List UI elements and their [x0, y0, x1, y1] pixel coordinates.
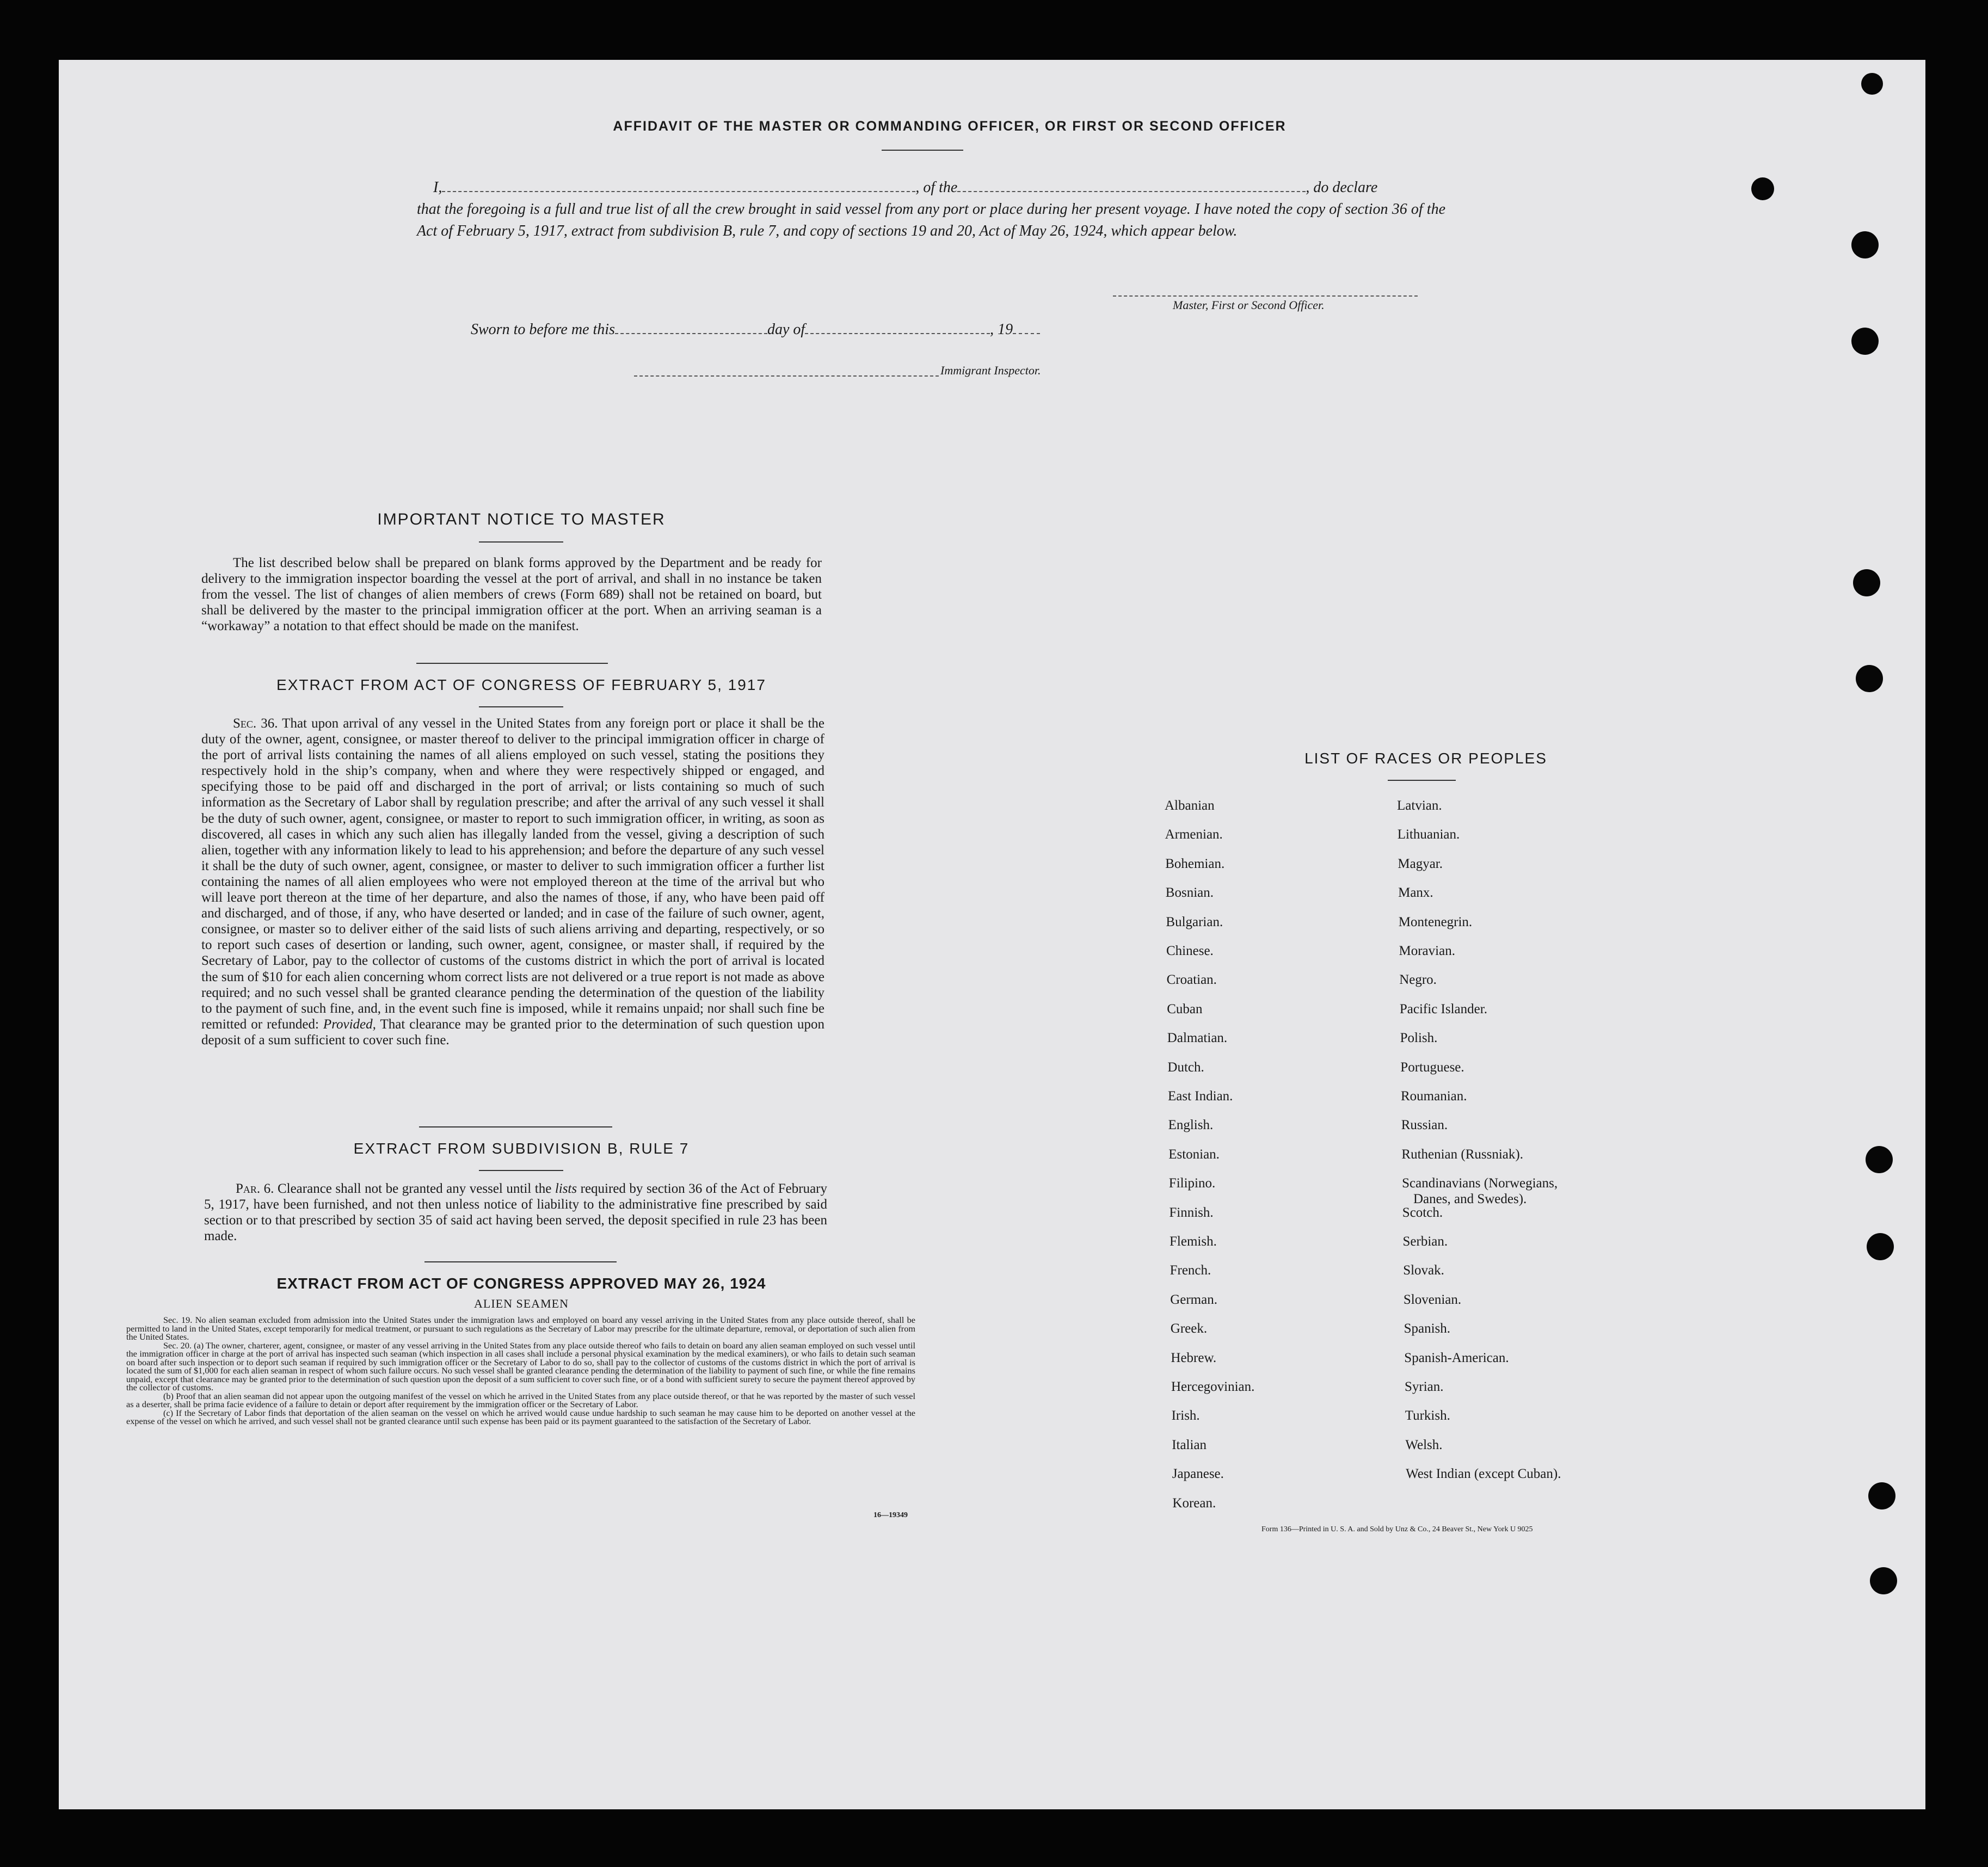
race-item: Negro.: [1399, 972, 1437, 988]
binder-hole: [1853, 569, 1880, 596]
inspector-caption: Immigrant Inspector.: [940, 363, 1041, 377]
race-item: Russian.: [1401, 1118, 1448, 1133]
race-item: Moravian.: [1399, 944, 1455, 958]
race-item: Ruthenian (Russniak).: [1401, 1147, 1523, 1162]
divider: [424, 1261, 617, 1262]
race-item: Scotch.: [1402, 1205, 1443, 1220]
binder-hole: [1851, 328, 1879, 355]
binder-hole: [1751, 177, 1774, 200]
alien-seamen-subheading: ALIEN SEAMEN: [474, 1297, 569, 1310]
race-item: Dutch.: [1167, 1059, 1204, 1075]
race-item: Latvian.: [1397, 798, 1442, 813]
binder-hole: [1861, 73, 1883, 95]
affidavit-heading: AFFIDAVIT OF THE MASTER OR COMMANDING OFFICER, OR FIRST OR SECOND OFFICER: [613, 119, 1287, 134]
affidavit-declaration: [417, 177, 1445, 242]
race-item: Portuguese.: [1400, 1059, 1464, 1075]
of-the-label: , of the: [915, 179, 958, 196]
binder-hole: [1866, 1146, 1893, 1173]
extract-1917-body: [201, 716, 824, 1048]
vessel-name-field[interactable]: [957, 181, 1306, 192]
race-item: Filipino.: [1168, 1176, 1216, 1191]
race-item: Estonian.: [1168, 1147, 1220, 1162]
declaration-line: [417, 177, 1445, 199]
master-signature-caption: Master, First or Second Officer.: [1173, 298, 1325, 312]
race-item: Italian: [1172, 1437, 1207, 1452]
master-signature-line[interactable]: [1113, 286, 1418, 297]
race-item: Flemish.: [1170, 1234, 1217, 1249]
race-item: Lithuanian.: [1397, 827, 1460, 842]
extract-1924-heading: EXTRACT FROM ACT OF CONGRESS APPROVED MAY 26, 1924: [276, 1275, 766, 1292]
par-6-text-cont: required by section 36 of the Act of February 5, 1917, have been furnished, and not then unless notice of liability to the administrative fine prescribed by said section or to that prescribed by section 35 of said act having been served, the deposit specified in rule 23 has been made.: [204, 1181, 827, 1243]
year-label: , 19: [990, 321, 1013, 338]
day-of-label: day of: [767, 321, 805, 338]
race-item: Polish.: [1400, 1031, 1438, 1046]
do-declare-label: , do declare: [1306, 179, 1378, 196]
race-item: Serbian.: [1402, 1234, 1448, 1249]
inspector-signature-line[interactable]: [634, 366, 939, 377]
race-item: Chinese.: [1166, 944, 1214, 958]
declarant-label: I,: [433, 179, 442, 196]
sworn-year-field[interactable]: [1013, 323, 1040, 334]
races-heading: LIST OF RACES OR PEOPLES: [1304, 750, 1547, 767]
binder-hole: [1851, 231, 1879, 258]
declarant-name-field[interactable]: [442, 181, 915, 192]
form-code: 16—19349: [873, 1511, 908, 1519]
race-item: Hercegovinian.: [1171, 1379, 1255, 1394]
race-item: Hebrew.: [1171, 1350, 1217, 1365]
sworn-month-field[interactable]: [805, 323, 990, 334]
divider: [479, 706, 563, 707]
par-6-text: Clearance shall not be granted any vessel until the: [277, 1181, 552, 1196]
race-item: East Indian.: [1168, 1089, 1233, 1104]
race-item: Roumanian.: [1401, 1089, 1467, 1104]
race-item: Bohemian.: [1165, 856, 1225, 871]
race-item: Croatian.: [1166, 972, 1217, 988]
race-item: Pacific Islander.: [1399, 1001, 1487, 1016]
section-20c: (c) If the Secretary of Labor finds that deportation of the alien seaman on the vessel on which he arrived would cause undue hardship to such seaman he may cause him to be deported on another vessel at the expense of the vessel on which he arrived, and such vessel shall not be granted clearance until such expense has been paid or its payment guaranteed to the satisfaction of the Secretary of Labor.: [126, 1407, 915, 1426]
race-item: Slovenian.: [1403, 1292, 1462, 1307]
extract-rule7-heading: EXTRACT FROM SUBDIVISION B, RULE 7: [353, 1140, 690, 1157]
section-36-proviso: That clearance may be granted prior to the determination of such question upon deposit of a sum sufficient to cover such fine.: [201, 1016, 824, 1048]
extract-1924-body: [126, 1316, 915, 1426]
race-item: Cuban: [1167, 1001, 1203, 1016]
race-item: Spanish-American.: [1404, 1350, 1509, 1365]
section-19: Sec. 19. No alien seaman excluded from admission into the United States under the immigration laws and employed on board any vessel arriving in the United States from any place outside thereof, shall be permitted to land in the United States, except temporarily for medical treatment, or pursuant to such regulations as the Secretary of Labor may prescribe for the ultimate departure, removal, or deportation of such alien from the United States.: [126, 1315, 915, 1342]
par-6-label: Par. 6.: [236, 1181, 274, 1196]
extract-1917-heading: EXTRACT FROM ACT OF CONGRESS OF FEBRUARY 5, 1917: [276, 676, 766, 693]
section-36-text: That upon arrival of any vessel in the United States from any foreign port or place it shall be the duty of the owner, agent, consignee, or master thereof to deliver to the principal immigration officer in charge of the port of arrival lists containing the names of all aliens employed on such vessel, stating the positions they respectively hold in the ship’s company, when and where they were respectively shipped or engaged, and specifying those to be paid off and discharged in the port of arrival; or lists containing so much of such information as the Secretary of Labor shall by regulation prescribe; and after the arrival of any such vessel it shall be the duty of such owner, agent, consignee, or master to report to such immigration officer, in writing, as soon as discovered, all cases in which any such alien has illegally landed from the vessel, giving a description of such alien, together with any information likely to lead to his apprehension; and before the departure of any such vessel it shall be the duty of such owner, agent, consignee, or master to deliver to such immigration officer a further list containing the names of all alien employees who were not employed thereon at the time of the arrival but who will leave port thereon at the time of her departure, and also the names of those, if any, who have been paid off and discharged, and of those, if any, who have deserted or landed; and in case of the failure of such owner, agent, consignee, or master so to deliver either of the said lists of such aliens arriving and departing, respectively, or so to report such cases of desertion or landing, such owner, agent, consignee, or master shall, if required by the Secretary of Labor, pay to the collector of customs of the customs district in which the port of arrival is located the sum of $10 for each alien concerning whom correct lists are not delivered or a true report is not made as above required; and no such vessel shall be granted clearance pending the determination of the question of the liability to the payment of such fine, and, in the event such fine is imposed, while it remains unpaid; nor shall such fine be remitted or refunded:: [201, 716, 824, 1032]
section-20b: (b) Proof that an alien seaman did not appear upon the outgoing manifest of the vessel on which he arrived in the United States from any place outside thereof, or that he was reported by the master of such vessel as a deserter, shall be prima facie evidence of a failure to detain or deport after requirement by the immigration officer or the Secretary of Labor.: [126, 1390, 915, 1409]
divider: [416, 663, 608, 664]
race-item: West Indian (except Cuban).: [1406, 1467, 1561, 1482]
race-item: Magyar.: [1398, 856, 1443, 871]
race-item: Korean.: [1172, 1495, 1216, 1511]
divider: [479, 1170, 563, 1171]
race-item: Irish.: [1171, 1408, 1200, 1424]
race-item: Japanese.: [1172, 1467, 1224, 1482]
race-item: Bulgarian.: [1166, 914, 1223, 929]
race-item: Finnish.: [1169, 1205, 1214, 1220]
divider: [419, 1126, 612, 1127]
sworn-line: [471, 321, 1040, 338]
declaration-body: that the foregoing is a full and true list of all the crew brought in said vessel from any port or place during her present voyage. I have noted the copy of section 36 of the Act of February 5, 1917, extract from subdivision B, rule 7, and copy of sections 19 and 20, Act of May 26, 1924, which appear below.: [417, 201, 1445, 239]
section-36-label: Sec. 36.: [233, 716, 278, 731]
race-item: Armenian.: [1165, 827, 1223, 842]
divider: [479, 541, 563, 543]
race-item: Greek.: [1170, 1321, 1208, 1336]
notice-body: The list described below shall be prepared on blank forms approved by the Department and be ready for delivery to the immigration inspector boarding the vessel at the port of arrival, and shall in no instance be taken from the vessel. The list of changes of alien members of crews (Form 689) shall not be retained on board, but shall be delivered by the master to the principal immigration officer at the port. When an arriving seaman is a “workaway” a notation to that effect should be made on the manifest.: [201, 556, 822, 633]
race-item: Danes, and Swedes).: [1413, 1192, 1527, 1207]
lists-word: lists: [555, 1181, 577, 1196]
race-item: Spanish.: [1404, 1321, 1451, 1336]
race-item: Dalmatian.: [1167, 1031, 1228, 1046]
sworn-day-field[interactable]: [615, 323, 767, 334]
form-imprint: Form 136—Printed in U. S. A. and Sold by Unz & Co., 24 Beaver St., New York U 9025: [1261, 1525, 1533, 1533]
race-item: Turkish.: [1405, 1408, 1450, 1424]
race-item: Syrian.: [1405, 1379, 1444, 1394]
divider: [882, 150, 963, 151]
race-item: Bosnian.: [1165, 885, 1214, 901]
notice-heading: IMPORTANT NOTICE TO MASTER: [377, 510, 666, 528]
provided-label: Provided,: [323, 1016, 376, 1032]
race-item: German.: [1170, 1292, 1217, 1307]
sworn-label: Sworn to before me this: [471, 321, 615, 338]
race-item: Albanian: [1165, 798, 1215, 813]
race-item: Scandinavians (Norwegians,: [1402, 1176, 1558, 1191]
race-item: Slovak.: [1403, 1263, 1444, 1278]
binder-hole: [1856, 665, 1883, 692]
section-20a: Sec. 20. (a) The owner, charterer, agent, consignee, or master of any vessel arriving in the United States from any place outside thereof who fails to detain on board any alien seaman employed on such vessel until the immigration officer in charge at the port of arrival has inspected such seaman (which inspection in all cases shall include a personal physical examination by the medical examiners), or who fails to detain such seaman on board after such inspection or to deport such seaman if required by such immigration officer or the Secretary of Labor to do so, shall pay to the collector of customs of the customs district in which the port of arrival is located the sum of $1,000 for each alien seaman in respect of whom such failure occurs. No such vessel shall be granted clearance pending the determination of the liability to payment of such fine, or while the fine remains unpaid, except that clearance may be granted prior to the determination of such question upon the deposit of a sum sufficient to cover such fine, or of a bond with sufficient surety to secure the payment thereof approved by the collector of customs.: [126, 1340, 915, 1392]
race-item: English.: [1168, 1118, 1214, 1133]
binder-hole: [1870, 1567, 1897, 1594]
race-item: Montenegrin.: [1398, 914, 1473, 929]
race-item: Manx.: [1398, 885, 1433, 901]
race-item: French.: [1170, 1263, 1211, 1278]
race-item: Welsh.: [1405, 1437, 1443, 1452]
binder-hole: [1867, 1233, 1894, 1260]
extract-rule7-body: [204, 1181, 827, 1244]
divider: [1388, 780, 1456, 781]
binder-hole: [1868, 1482, 1895, 1509]
